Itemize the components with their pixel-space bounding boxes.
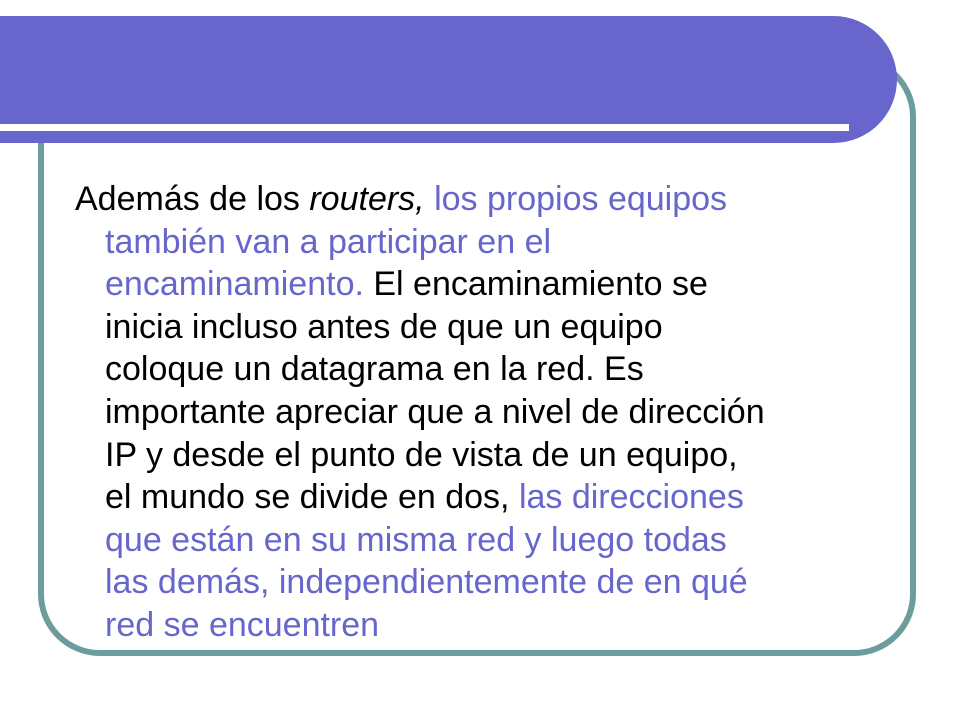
text-segment: también van a participar en el bbox=[105, 222, 552, 261]
text-segment: que están en su misma red y luego todas bbox=[105, 520, 727, 559]
text-segment: El encaminamiento se bbox=[373, 265, 708, 304]
text-segment: importante apreciar que a nivel de dirección bbox=[105, 392, 765, 431]
body-line bbox=[105, 476, 925, 519]
text-segment: los propios equipos bbox=[424, 180, 728, 218]
text-segment: Además de los bbox=[75, 180, 310, 218]
body-line bbox=[105, 306, 925, 349]
body-line bbox=[105, 604, 925, 647]
text-segment: las demás, independientemente de en qué bbox=[105, 563, 748, 602]
body-line bbox=[105, 221, 925, 264]
body-line bbox=[105, 348, 925, 391]
banner-divider-line bbox=[0, 124, 849, 131]
body-text bbox=[75, 178, 925, 647]
text-segment: IP y desde el punto de vista de un equipo, bbox=[105, 435, 738, 474]
body-line bbox=[105, 263, 925, 306]
body-line bbox=[105, 561, 925, 604]
text-segment: las direcciones bbox=[518, 478, 744, 517]
text-segment: routers, bbox=[309, 180, 425, 218]
body-line bbox=[75, 178, 925, 221]
text-segment: inicia incluso antes de que un equipo bbox=[105, 307, 663, 346]
body-line bbox=[105, 434, 925, 477]
body-line bbox=[105, 391, 925, 434]
text-segment: coloque un datagrama en la red. Es bbox=[105, 350, 644, 389]
text-segment: encaminamiento. bbox=[105, 265, 374, 304]
text-segment: red se encuentren bbox=[105, 605, 380, 644]
text-segment: el mundo se divide en dos, bbox=[105, 478, 519, 517]
body-line bbox=[105, 519, 925, 562]
